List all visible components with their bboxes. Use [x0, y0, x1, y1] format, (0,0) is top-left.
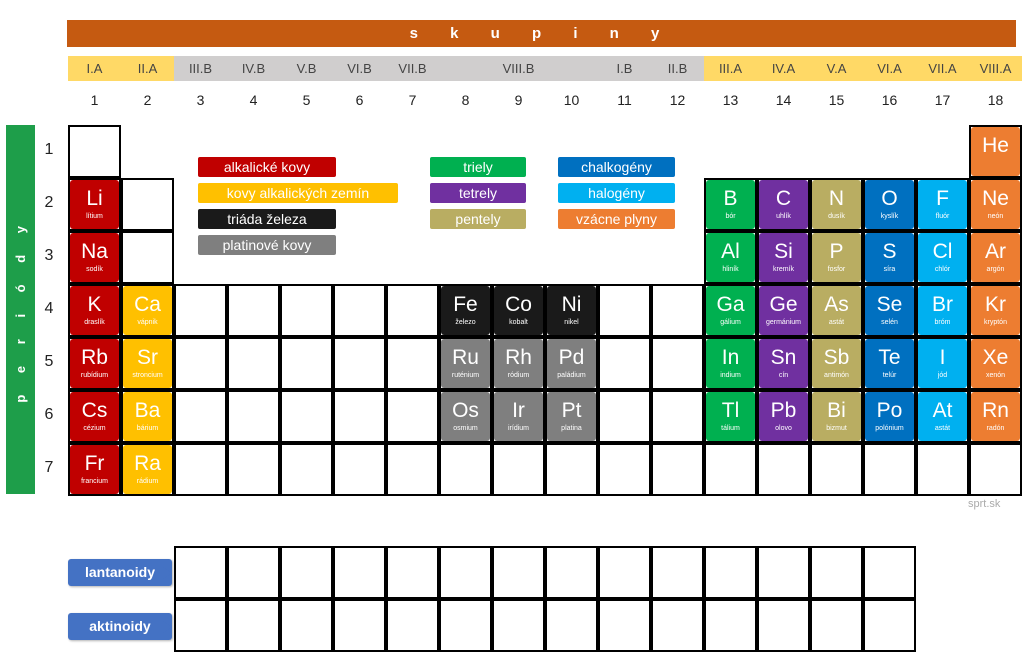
- element-symbol: Tl: [721, 399, 740, 422]
- group-number: 6: [355, 92, 364, 108]
- element-tile: [441, 392, 490, 441]
- f-block-cell: [280, 546, 333, 599]
- element-name: polónium: [875, 425, 904, 432]
- group-number: 17: [934, 92, 951, 108]
- group-label: VIII.A: [969, 56, 1022, 81]
- element-name: fosfor: [827, 266, 846, 273]
- element-symbol: Co: [505, 293, 532, 316]
- element-symbol: Cl: [932, 240, 953, 263]
- f-block-cell: [863, 546, 916, 599]
- element-name: fluór: [935, 213, 950, 220]
- element-symbol: Na: [81, 240, 108, 263]
- element-name: kobalt: [509, 319, 528, 326]
- period-number: 3: [44, 247, 54, 264]
- group-label: II.A: [121, 56, 174, 81]
- period-number: 4: [44, 300, 54, 317]
- group-label: I.A: [68, 56, 121, 81]
- element-symbol: Sn: [770, 346, 797, 369]
- element-tile: [123, 286, 172, 335]
- element-symbol: Ga: [716, 293, 745, 316]
- table-cell: [651, 337, 704, 390]
- element-tile: [123, 339, 172, 388]
- f-block-cell: [386, 546, 439, 599]
- element-name: germánium: [765, 319, 801, 326]
- element-tile: [123, 445, 172, 494]
- element-tile: [812, 392, 861, 441]
- element-tile: [918, 392, 967, 441]
- f-block-cell: [704, 546, 757, 599]
- table-cell: [386, 390, 439, 443]
- element-symbol: Fe: [453, 293, 478, 316]
- element-symbol: C: [775, 187, 792, 210]
- element-tile: [70, 286, 119, 335]
- group-label: III.B: [174, 56, 227, 81]
- groups-header-bar: s k u p i n y: [67, 20, 1016, 47]
- element-symbol: He: [982, 134, 1009, 157]
- f-block-cell: [863, 599, 916, 652]
- element-symbol: Al: [721, 240, 740, 263]
- lanthanoids-label: lantanoidy: [68, 559, 172, 586]
- table-cell: [863, 443, 916, 496]
- group-number: 3: [196, 92, 205, 108]
- element-symbol: Ca: [134, 293, 161, 316]
- element-tile: [759, 339, 808, 388]
- element-tile: [759, 180, 808, 229]
- element-name: astát: [934, 425, 951, 432]
- table-cell: [704, 443, 757, 496]
- element-tile: [918, 286, 967, 335]
- element-tile: [441, 286, 490, 335]
- element-symbol: Po: [876, 399, 903, 422]
- element-tile: [494, 339, 543, 388]
- element-symbol: Kr: [985, 293, 1006, 316]
- group-number: 4: [249, 92, 258, 108]
- element-symbol: F: [936, 187, 949, 210]
- element-tile: [759, 286, 808, 335]
- table-cell: [333, 443, 386, 496]
- f-block-cell: [651, 546, 704, 599]
- group-number: 15: [828, 92, 845, 108]
- element-name: jód: [937, 372, 948, 379]
- element-tile: [812, 286, 861, 335]
- f-block-cell: [386, 599, 439, 652]
- element-tile: [70, 392, 119, 441]
- f-block-cell: [651, 599, 704, 652]
- table-cell: [333, 390, 386, 443]
- f-block-cell: [333, 546, 386, 599]
- element-name: stroncium: [132, 372, 163, 379]
- element-symbol: Ar: [985, 240, 1006, 263]
- table-cell: [227, 337, 280, 390]
- element-tile: [971, 286, 1020, 335]
- element-symbol: Te: [878, 346, 901, 369]
- legend-item: halogény: [558, 183, 675, 203]
- element-name: rádium: [136, 478, 159, 485]
- legend-item: kovy alkalických zemín: [198, 183, 398, 203]
- element-tile: [865, 286, 914, 335]
- group-number: 1: [90, 92, 99, 108]
- group-label: IV.B: [227, 56, 280, 81]
- element-symbol: Rb: [81, 346, 108, 369]
- group-label: VII.B: [386, 56, 439, 81]
- element-name: gálium: [720, 319, 741, 326]
- element-name: cín: [778, 372, 789, 379]
- f-block-cell: [545, 546, 598, 599]
- element-name: sodík: [86, 266, 103, 273]
- element-tile: [494, 286, 543, 335]
- group-number: 5: [302, 92, 311, 108]
- f-block-cell: [757, 546, 810, 599]
- table-cell: [280, 443, 333, 496]
- element-name: kremík: [773, 266, 794, 273]
- f-block-cell: [492, 599, 545, 652]
- group-number: 9: [514, 92, 523, 108]
- element-tile: [759, 233, 808, 282]
- period-number: 6: [44, 406, 54, 423]
- element-name: vápnik: [137, 319, 158, 326]
- table-cell: [598, 443, 651, 496]
- group-label: I.B: [598, 56, 651, 81]
- f-block-cell: [598, 546, 651, 599]
- group-label: V.A: [810, 56, 863, 81]
- element-symbol: Si: [774, 240, 793, 263]
- table-cell: [227, 390, 280, 443]
- element-tile: [865, 233, 914, 282]
- group-label: VII.A: [916, 56, 969, 81]
- element-symbol: K: [87, 293, 102, 316]
- table-cell: [439, 443, 492, 496]
- table-cell: [651, 284, 704, 337]
- element-name: bróm: [934, 319, 951, 326]
- f-block-cell: [704, 599, 757, 652]
- element-name: xenón: [985, 372, 1006, 379]
- table-cell: [174, 443, 227, 496]
- element-tile: [971, 339, 1020, 388]
- element-tile: [812, 339, 861, 388]
- element-symbol: Li: [86, 187, 103, 210]
- f-block-cell: [757, 599, 810, 652]
- element-tile: [441, 339, 490, 388]
- element-name: argón: [986, 266, 1005, 273]
- element-tile: [70, 445, 119, 494]
- table-cell: [810, 443, 863, 496]
- element-tile: [971, 392, 1020, 441]
- table-cell: [227, 443, 280, 496]
- element-tile: [759, 392, 808, 441]
- element-symbol: At: [932, 399, 953, 422]
- element-tile: [971, 180, 1020, 229]
- element-symbol: S: [882, 240, 897, 263]
- group-number: 10: [563, 92, 580, 108]
- table-cell: [598, 284, 651, 337]
- legend-item: chalkogény: [558, 157, 675, 177]
- element-name: antimón: [824, 372, 849, 379]
- table-cell: [651, 443, 704, 496]
- table-cell: [333, 337, 386, 390]
- table-cell: [386, 284, 439, 337]
- table-cell: [651, 390, 704, 443]
- period-number: 1: [44, 141, 54, 158]
- element-name: astát: [828, 319, 845, 326]
- element-name: irídium: [507, 425, 529, 432]
- group-label: VI.A: [863, 56, 916, 81]
- element-name: radón: [986, 425, 1005, 432]
- table-cell: [227, 284, 280, 337]
- element-tile: [123, 392, 172, 441]
- element-symbol: Ni: [561, 293, 582, 316]
- element-symbol: Ru: [452, 346, 479, 369]
- actinoids-label: aktinoidy: [68, 613, 172, 640]
- legend-item: pentely: [430, 209, 526, 229]
- periods-side-bar: [6, 125, 35, 494]
- element-symbol: P: [829, 240, 844, 263]
- f-block-cell: [545, 599, 598, 652]
- f-block-cell: [492, 546, 545, 599]
- element-symbol: Ba: [134, 399, 161, 422]
- element-tile: [812, 180, 861, 229]
- legend-item: alkalické kovy: [198, 157, 336, 177]
- element-symbol: I: [939, 346, 946, 369]
- element-tile: [70, 339, 119, 388]
- legend-item: tetrely: [430, 183, 526, 203]
- element-symbol: B: [723, 187, 738, 210]
- group-label: VI.B: [333, 56, 386, 81]
- element-tile: [547, 392, 596, 441]
- element-symbol: In: [721, 346, 740, 369]
- group-label: IV.A: [757, 56, 810, 81]
- element-tile: [971, 127, 1020, 176]
- table-cell: [280, 390, 333, 443]
- element-symbol: Bi: [827, 399, 846, 422]
- table-cell: [598, 337, 651, 390]
- f-block-cell: [227, 546, 280, 599]
- element-tile: [918, 339, 967, 388]
- element-name: dusík: [828, 213, 845, 220]
- table-cell: [121, 231, 174, 284]
- element-tile: [865, 392, 914, 441]
- element-tile: [865, 339, 914, 388]
- element-symbol: Fr: [84, 452, 105, 475]
- period-number: 5: [44, 353, 54, 370]
- element-symbol: Ra: [134, 452, 161, 475]
- element-name: indium: [720, 372, 741, 379]
- f-block-cell: [439, 599, 492, 652]
- element-name: uhlík: [776, 213, 791, 220]
- element-name: bór: [725, 213, 736, 220]
- element-symbol: Xe: [982, 346, 1009, 369]
- lanthanoids-arrow-icon: [163, 567, 172, 579]
- element-symbol: Rn: [982, 399, 1009, 422]
- element-tile: [971, 233, 1020, 282]
- legend-item: vzácne plyny: [558, 209, 675, 229]
- table-cell: [545, 443, 598, 496]
- f-block-cell: [174, 599, 227, 652]
- element-symbol: O: [881, 187, 898, 210]
- element-symbol: Pd: [558, 346, 585, 369]
- f-block-cell: [227, 599, 280, 652]
- group-label: V.B: [280, 56, 333, 81]
- element-symbol: Se: [876, 293, 903, 316]
- f-block-cell: [439, 546, 492, 599]
- table-cell: [492, 443, 545, 496]
- table-cell: [174, 337, 227, 390]
- element-name: chlór: [934, 266, 951, 273]
- table-cell: [916, 443, 969, 496]
- element-tile: [70, 180, 119, 229]
- table-cell: [280, 284, 333, 337]
- group-number: 14: [775, 92, 792, 108]
- element-tile: [70, 233, 119, 282]
- element-symbol: Ne: [982, 187, 1009, 210]
- element-symbol: Ir: [512, 399, 525, 422]
- period-number: 7: [44, 459, 54, 476]
- f-block-cell: [598, 599, 651, 652]
- group-number: 8: [461, 92, 470, 108]
- table-cell: [121, 178, 174, 231]
- table-cell: [174, 284, 227, 337]
- table-cell: [68, 125, 121, 178]
- element-name: cézium: [83, 425, 106, 432]
- element-symbol: Sb: [823, 346, 850, 369]
- element-tile: [494, 392, 543, 441]
- element-tile: [918, 180, 967, 229]
- element-tile: [706, 180, 755, 229]
- periods-title: p e r i ó d y: [13, 216, 28, 403]
- legend-item: triáda železa: [198, 209, 336, 229]
- table-cell: [757, 443, 810, 496]
- period-number: 2: [44, 194, 54, 211]
- element-name: draslík: [84, 319, 105, 326]
- group-label: II.B: [651, 56, 704, 81]
- table-cell: [174, 390, 227, 443]
- group-label: VIII.B: [439, 56, 598, 81]
- table-cell: [598, 390, 651, 443]
- element-name: francium: [81, 478, 108, 485]
- table-cell: [333, 284, 386, 337]
- element-symbol: N: [828, 187, 845, 210]
- element-name: kryptón: [984, 319, 1007, 326]
- group-label: III.A: [704, 56, 757, 81]
- element-name: ródium: [507, 372, 530, 379]
- element-name: platina: [561, 425, 582, 432]
- element-name: kyslík: [880, 213, 899, 220]
- table-cell: [386, 337, 439, 390]
- element-name: bárium: [136, 425, 159, 432]
- element-name: ruténium: [451, 372, 480, 379]
- watermark: sprt.sk: [968, 498, 1001, 510]
- element-name: síra: [883, 266, 896, 273]
- f-block-cell: [280, 599, 333, 652]
- group-number: 12: [669, 92, 686, 108]
- group-number: 11: [617, 92, 632, 108]
- element-tile: [918, 233, 967, 282]
- element-name: nikel: [564, 319, 579, 326]
- element-symbol: Ge: [769, 293, 798, 316]
- element-tile: [706, 233, 755, 282]
- element-name: olovo: [775, 425, 792, 432]
- element-name: osmium: [453, 425, 478, 432]
- element-symbol: Sr: [137, 346, 158, 369]
- table-cell: [280, 337, 333, 390]
- element-name: lítium: [86, 213, 103, 220]
- element-symbol: Br: [932, 293, 953, 316]
- legend-item: triely: [430, 157, 526, 177]
- element-tile: [812, 233, 861, 282]
- element-tile: [547, 339, 596, 388]
- element-symbol: Rh: [505, 346, 532, 369]
- element-tile: [706, 392, 755, 441]
- element-name: telúr: [882, 372, 897, 379]
- element-name: železo: [455, 319, 476, 326]
- element-symbol: Pt: [561, 399, 582, 422]
- group-number: 7: [408, 92, 417, 108]
- f-block-cell: [810, 599, 863, 652]
- actinoids-arrow-icon: [163, 621, 172, 633]
- element-name: paládium: [557, 372, 586, 379]
- element-symbol: Pb: [770, 399, 797, 422]
- legend-item: platinové kovy: [198, 235, 336, 255]
- element-symbol: As: [824, 293, 849, 316]
- element-symbol: Os: [452, 399, 479, 422]
- group-number: 16: [881, 92, 898, 108]
- group-number: 18: [987, 92, 1004, 108]
- f-block-cell: [174, 546, 227, 599]
- element-name: bizmut: [826, 425, 847, 432]
- element-symbol: Cs: [81, 399, 108, 422]
- element-tile: [706, 339, 755, 388]
- element-name: rubídium: [80, 372, 109, 379]
- f-block-cell: [810, 546, 863, 599]
- element-tile: [547, 286, 596, 335]
- element-name: tálium: [721, 425, 740, 432]
- table-cell: [969, 443, 1022, 496]
- element-name: neón: [987, 213, 1004, 220]
- element-tile: [865, 180, 914, 229]
- table-cell: [386, 443, 439, 496]
- element-name: hliník: [722, 266, 739, 273]
- group-number: 2: [143, 92, 152, 108]
- group-number: 13: [722, 92, 739, 108]
- f-block-cell: [333, 599, 386, 652]
- element-name: selén: [881, 319, 898, 326]
- element-tile: [706, 286, 755, 335]
